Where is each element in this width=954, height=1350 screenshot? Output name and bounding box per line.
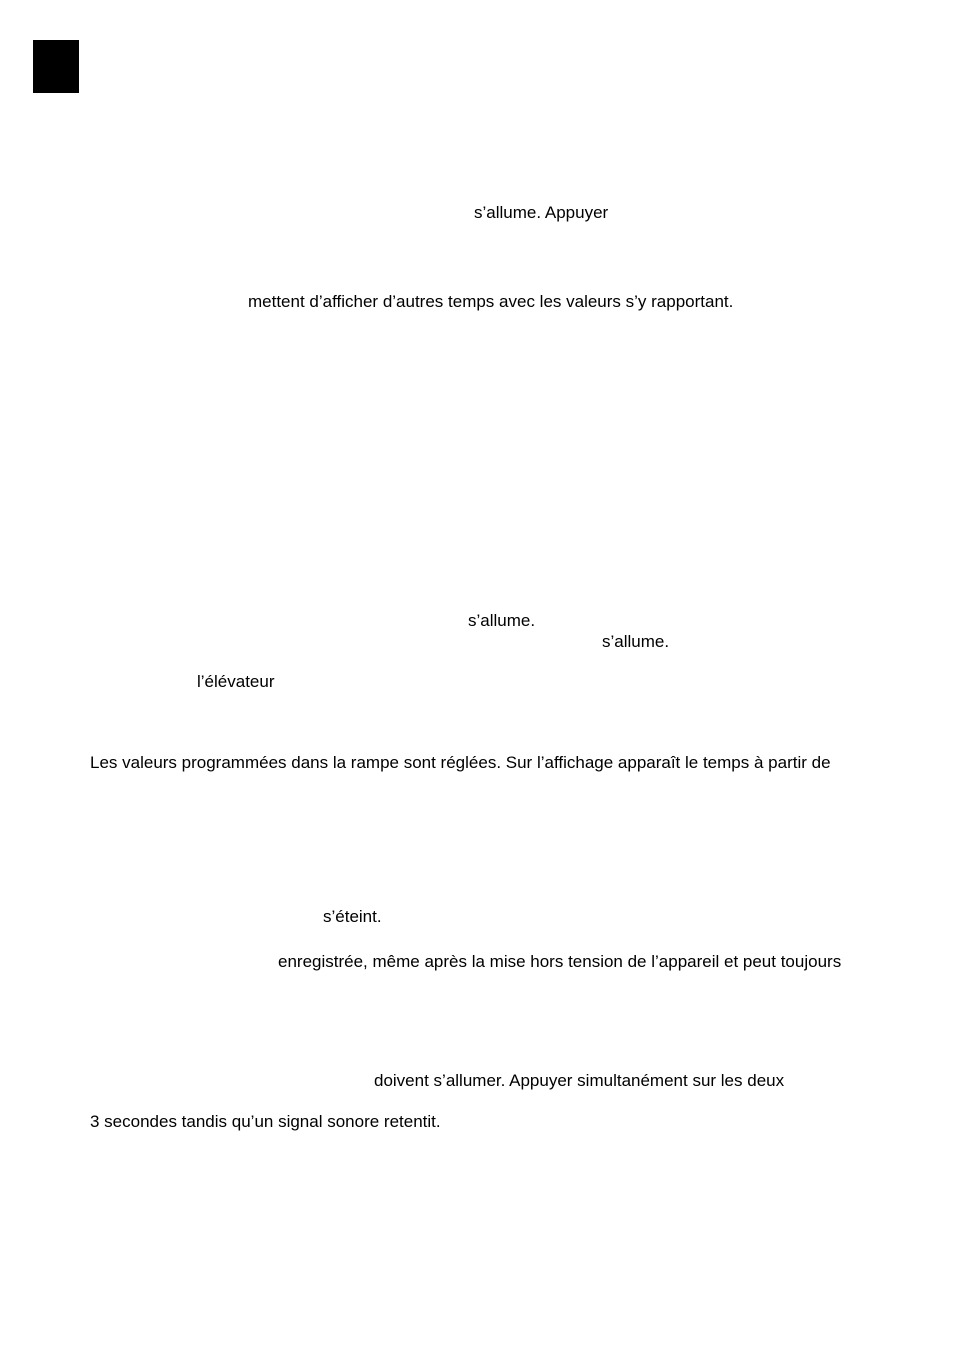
text-line: doivent s’allumer. Appuyer simultanément sur les deux: [374, 1071, 785, 1090]
text-line: 3 secondes tandis qu’un signal sonore retentit.: [90, 1112, 441, 1131]
page-tab-marker: [33, 40, 79, 93]
text-line: enregistrée, même après la mise hors tension de l’appareil et peut toujours: [278, 952, 842, 971]
text-line: s’allume.: [468, 611, 536, 630]
text-line: s’éteint.: [323, 907, 382, 926]
text-line: l’élévateur: [197, 672, 275, 691]
text-line: mettent d’afficher d’autres temps avec les valeurs s’y rapportant.: [248, 292, 734, 311]
text-line: Les valeurs programmées dans la rampe sont réglées. Sur l’affichage apparaît le temps à partir de: [90, 753, 831, 772]
text-line: s’allume. Appuyer: [474, 203, 609, 222]
text-line: s’allume.: [602, 632, 670, 651]
